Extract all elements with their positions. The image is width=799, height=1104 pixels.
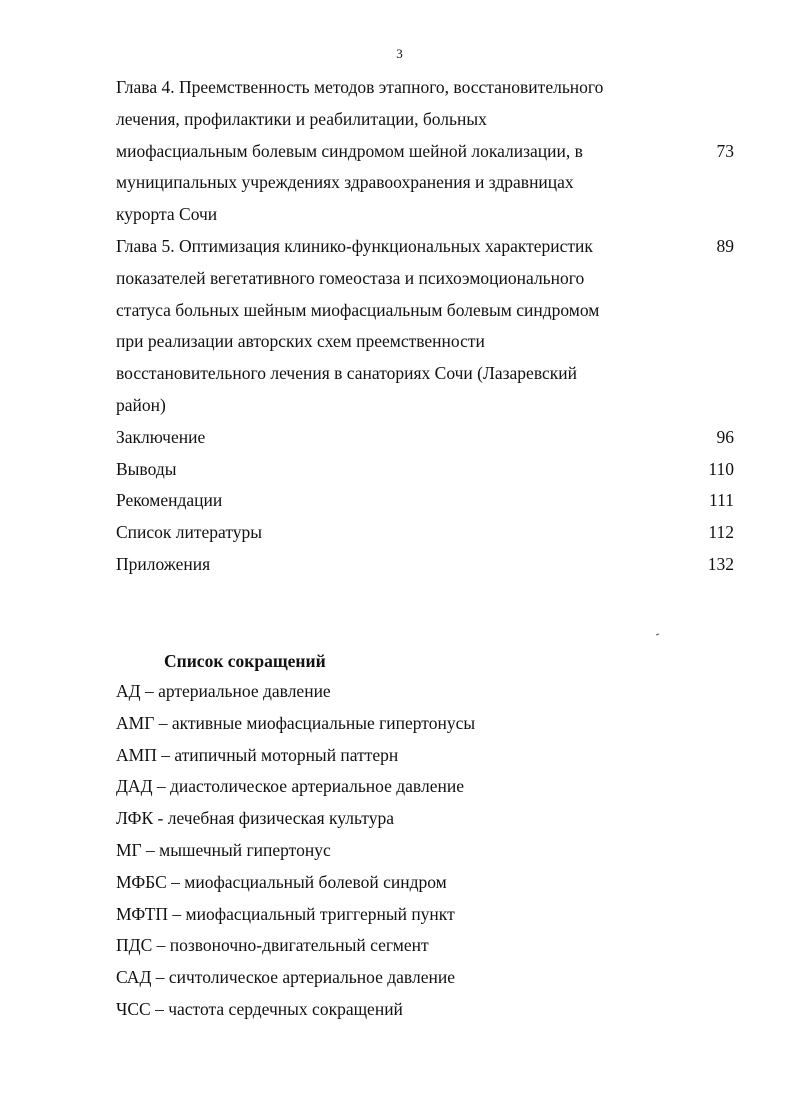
toc-entry-chapter-4 (116, 72, 738, 231)
toc-line: курорта Сочи (116, 204, 218, 225)
abbreviation-item: САД – сичтолическое артериальное давление (116, 967, 455, 988)
abbreviation-item: ДАД – диастолическое артериальное давление (116, 776, 464, 797)
abbreviation-item: ПДС – позвоночно-двигательный сегмент (116, 935, 429, 956)
toc-line: показателей вегетативного гомеостаза и психоэмоционального (116, 267, 585, 288)
toc-row-appendices (116, 549, 738, 581)
abbreviation-item: ЧСС – частота сердечных сокращений (116, 998, 403, 1019)
toc-page-number: 112 (708, 522, 734, 543)
toc-entry-chapter-5 (116, 231, 738, 422)
toc-row-title: Список литературы (116, 522, 263, 543)
toc-page-number: 73 (716, 140, 734, 161)
toc-page-number: 132 (707, 553, 734, 574)
toc-row-recommendations (116, 485, 738, 517)
abbreviation-item: МФТП – миофасциальный триггерный пункт (116, 903, 455, 924)
abbreviation-item: МГ – мышечный гипертонус (116, 839, 331, 860)
scan-speck (656, 633, 659, 635)
toc-line: статуса больных шейным миофасциальным болевым синдромом (116, 299, 600, 320)
toc-row-title: Рекомендации (116, 490, 223, 511)
toc-line: миофасциальным болевым синдромом шейной локализации, в (116, 140, 583, 161)
toc-line: восстановительного лечения в санаториях Сочи (Лазаревский (116, 363, 577, 384)
toc-line: район) (116, 394, 166, 415)
toc-row-references (116, 517, 738, 549)
toc-row-title: Выводы (116, 458, 177, 479)
page-number: 3 (396, 46, 403, 61)
abbreviations-title: Список сокращений (164, 651, 326, 671)
toc-line: муниципальных учреждениях здравоохранения и здравницах (116, 172, 574, 193)
toc-line: при реализации авторских схем преемственности (116, 331, 485, 352)
abbreviation-item: ЛФК - лечебная физическая культура (116, 808, 394, 829)
toc-row-title: Заключение (116, 426, 206, 447)
toc-page-number: 110 (708, 458, 734, 479)
toc-line: Глава 5. Оптимизация клинико-функциональных характеристик (116, 235, 593, 256)
toc-page-number: 96 (716, 426, 734, 447)
abbreviation-item: АМП – атипичный моторный паттерн (116, 744, 399, 765)
toc-page-number: 89 (716, 235, 734, 256)
abbreviation-item: АМГ – активные миофасциальные гипертонусы (116, 712, 476, 733)
table-of-contents (116, 72, 738, 581)
toc-line: лечения, профилактики и реабилитации, больных (116, 108, 487, 129)
toc-row-findings (116, 454, 738, 486)
toc-page-number: 111 (709, 490, 734, 511)
abbreviation-item: МФБС – миофасциальный болевой синдром (116, 871, 447, 892)
abbreviation-item: АД – артериальное давление (116, 681, 331, 701)
abbreviations-list (116, 676, 736, 1026)
toc-line: Глава 4. Преемственность методов этапного, восстановительного (116, 77, 604, 97)
toc-row-title: Приложения (116, 553, 211, 574)
toc-row-conclusion (116, 422, 738, 454)
